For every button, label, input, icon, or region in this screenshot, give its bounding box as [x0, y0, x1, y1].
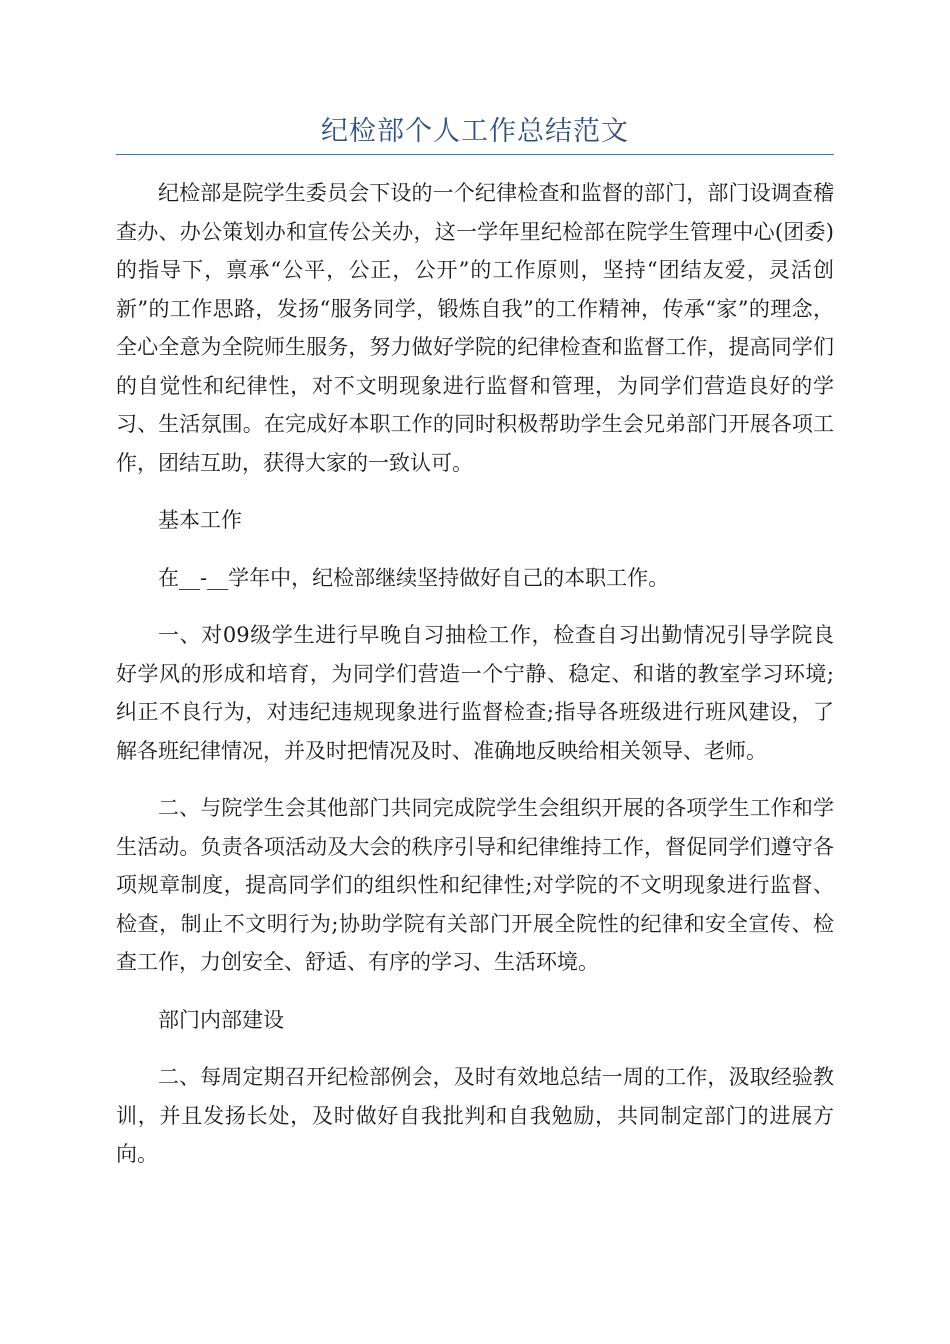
section-heading-basic-work: 基本工作: [158, 508, 242, 532]
title-underline: [116, 154, 834, 155]
intro-paragraph: 纪检部是院学生委员会下设的一个纪律检查和监督的部门，部门设调查稽查办、办公策划办和宣传公关办，这一学年里纪检部在院学生管理中心(团委)的指导下，禀承“公平，公正，公开”的工作原则，坚持“团结友爱，灵活创新”的工作思路，发扬“服务同学，锻炼自我”的工作精神，传承“家”的理念，全心全意为全院师生服务，努力做好学院的纪律检查和监督工作，提高同学们的自觉性和纪律性，对不文明现象进行监督和管理，为同学们营造良好的学习、生活氛围。在完成好本职工作的同时积极帮助学生会兄弟部门开展各项工作，团结互助，获得大家的一致认可。: [116, 181, 834, 475]
list-item-2: 二、与院学生会其他部门共同完成院学生会组织开展的各项学生工作和学生活动。负责各项活动及大会的秩序引导和纪律维持工作，督促同学们遵守各项规章制度，提高同学们的组织性和纪律性;对学院的不文明现象进行监督、检查，制止不文明行为;协助学院有关部门开展全院性的纪律和安全宣传、检查工作，力创安全、舒适、有序的学习、生活环境。: [116, 796, 834, 974]
document-title: 纪检部个人工作总结范文: [321, 116, 629, 147]
list-item-3: 二、每周定期召开纪检部例会，及时有效地总结一周的工作，汲取经验教训，并且发扬长处，及时做好自我批判和自我勉励，共同制定部门的进展方向。: [116, 1065, 834, 1166]
section-lead-paragraph: 在__-__学年中，纪检部继续坚持做好自己的本职工作。: [158, 565, 670, 590]
list-item-1: 一、对09级学生进行早晚自习抽检工作，检查自习出勤情况引导学院良好学风的形成和培育，为同学们营造一个宁静、稳定、和谐的教室学习环境;纠正不良行为，对违纪违规现象进行监督检查;指导各班级进行班风建设，了解各班纪律情况，并及时把情况及时、准确地反映给相关领导、老师。: [116, 623, 834, 763]
section-heading-internal-building: 部门内部建设: [158, 1007, 284, 1032]
document-body: [116, 174, 834, 1193]
